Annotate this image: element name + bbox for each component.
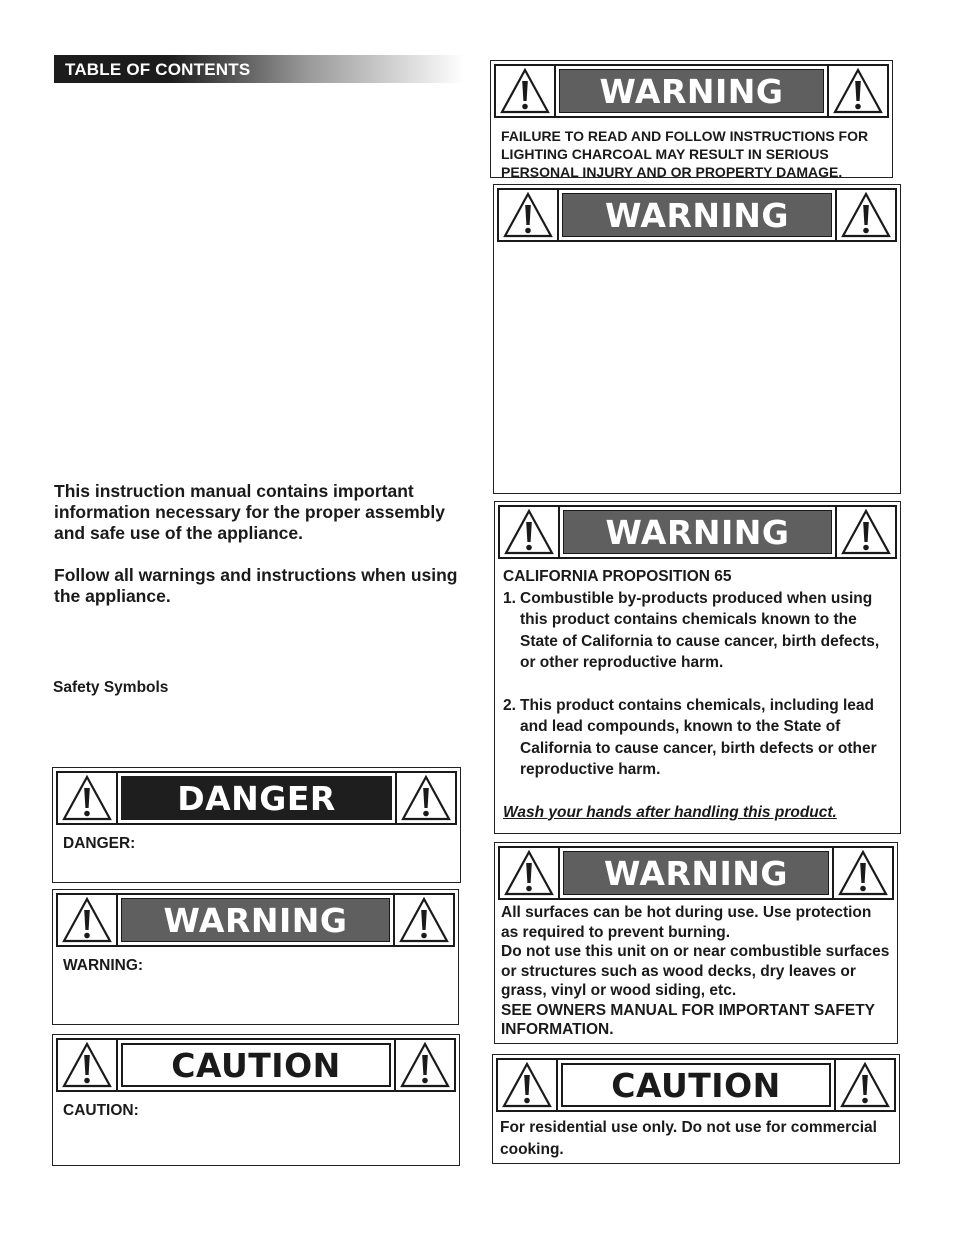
hot-surfaces-warning-header [498,846,894,900]
residential-caution-body [493,1115,899,1160]
caution-sign-body [53,1095,459,1127]
residential-caution-banner: CAUTION [561,1063,831,1107]
warning-triangle-icon [58,1040,118,1090]
caution-banner: CAUTION [121,1043,391,1087]
warning-triangle-icon [834,1060,894,1110]
blank-warning-sign [493,184,901,494]
charcoal-warning-header [494,64,889,118]
danger-banner: DANGER [121,776,392,820]
warning-triangle-icon [393,895,453,945]
prop65-item-1 [503,588,894,674]
prop65-warning-body [495,562,900,823]
prop65-wash-hands-note: Wash your hands after handling this product. [503,803,837,821]
caution-definition: CAUTION: [63,1102,139,1119]
blank-warning-header [497,188,897,242]
charcoal-warning-text: FAILURE TO READ AND FOLLOW INSTRUCTIONS FOR LIGHTING CHARCOAL MAY RESULT IN SERIOUS PERSONAL INJURY AND OR PROPERTY DAMAGE. [501,128,869,180]
prop65-item-1-number: 1. [503,589,516,607]
blank-warning-banner: WARNING [562,193,832,237]
warning-triangle-icon [827,66,887,116]
combustible-surfaces-line: Do not use this unit on or near combustible surfaces or structures such as wood decks, dry leaves or grass, vinyl or wood siding, etc. [501,943,890,999]
warning-triangle-icon [832,848,892,898]
caution-sign [52,1034,460,1166]
warning-triangle-icon [499,190,559,240]
prop65-item-1-text: Combustible by-products produced when using this product contains chemicals known to the State of California to cause cancer, birth defects, or other reproductive harm. [520,589,880,671]
warning-triangle-icon [835,507,895,557]
danger-sign-body [53,828,460,860]
prop65-warning-sign [494,501,901,834]
toc-title: TABLE OF CONTENTS [65,60,251,79]
prop65-item-2-text: This product contains chemicals, including lead and lead compounds, known to the State of California to cause cancer, birth defects or other reproductive harm. [520,696,877,778]
owners-manual-line: SEE OWNERS MANUAL FOR IMPORTANT SAFETY INFORMATION. [501,1001,875,1038]
residential-caution-text: For residential use only. Do not use for commercial cooking. [500,1119,877,1158]
warning-triangle-icon [58,895,118,945]
hot-surfaces-warning-banner: WARNING [563,851,829,895]
prop65-heading: CALIFORNIA PROPOSITION 65 [503,568,732,585]
residential-caution-header [496,1058,896,1112]
warning-sign-body [53,950,458,982]
warning-triangle-icon [58,773,118,823]
warning-banner: WARNING [121,898,390,942]
warning-triangle-icon [498,1060,558,1110]
hot-surfaces-warning-body [495,903,897,1040]
charcoal-warning-sign [490,60,893,178]
intro-paragraph-1: This instruction manual contains important information necessary for the proper assembly and safe use of the appliance. [54,481,445,543]
charcoal-warning-banner: WARNING [559,69,824,113]
warning-triangle-icon [395,773,455,823]
intro-text [54,481,464,628]
prop65-warning-banner: WARNING [563,510,832,554]
table-of-contents-header [54,55,464,83]
warning-triangle-icon [500,848,560,898]
intro-paragraph-2: Follow all warnings and instructions when using the appliance. [54,565,458,606]
hot-surfaces-warning-sign [494,842,898,1044]
warning-sign [52,889,459,1025]
prop65-item-2 [503,695,894,781]
safety-symbols-label: Safety Symbols [53,679,169,696]
prop65-item-2-number: 2. [503,696,516,714]
charcoal-warning-body [491,121,892,187]
caution-sign-header [56,1038,456,1092]
warning-triangle-icon [394,1040,454,1090]
danger-sign [52,767,461,883]
hot-surfaces-line: All surfaces can be hot during use. Use protection as required to prevent burning. [501,904,872,941]
warning-triangle-icon [496,66,556,116]
danger-definition: DANGER: [63,835,136,852]
residential-caution-sign [492,1054,900,1164]
prop65-warning-header [498,505,897,559]
warning-sign-header [56,893,455,947]
warning-triangle-icon [835,190,895,240]
warning-definition: WARNING: [63,957,144,974]
danger-sign-header [56,771,457,825]
warning-triangle-icon [500,507,560,557]
